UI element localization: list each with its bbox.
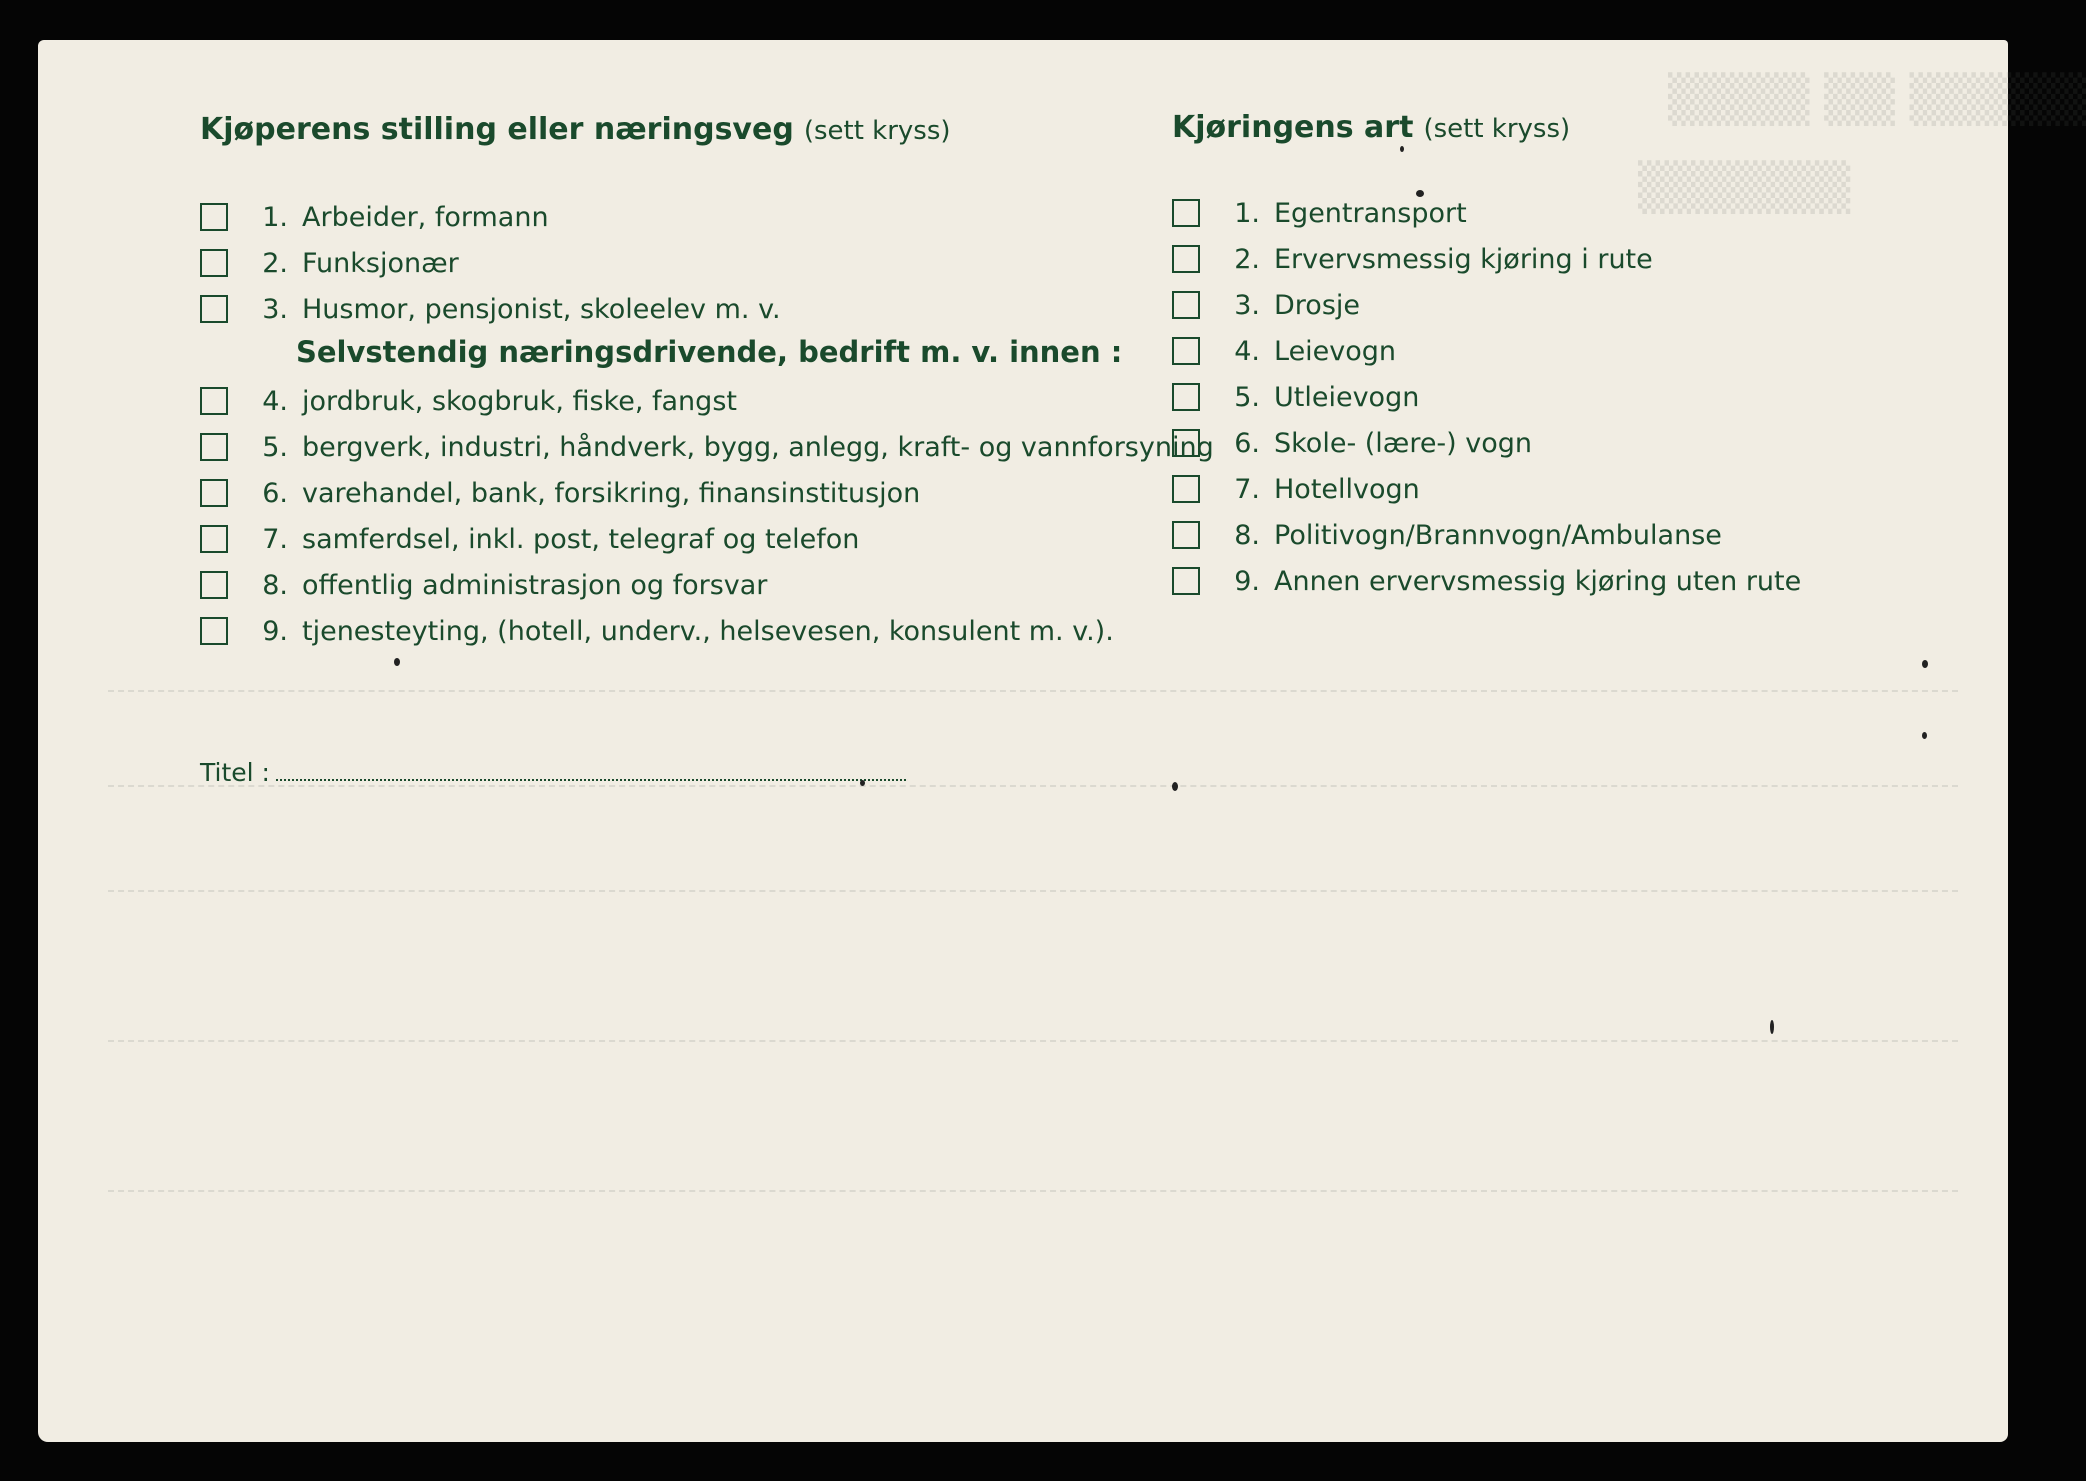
option-label: Drosje: [1274, 289, 1360, 321]
occupation-option-8: [200, 562, 767, 608]
option-label: Egentransport: [1274, 197, 1467, 229]
bleed-text: ▒▒▒▒ ▒▒ ▒▒▒▒▒: [1668, 72, 2086, 126]
option-number: 4.: [262, 385, 288, 417]
checkbox[interactable]: [200, 433, 228, 461]
option-label: tjenesteyting, (hotell, underv., helsevesen, konsulent m. v.).: [302, 615, 1114, 647]
occupation-option-7: [200, 516, 859, 562]
checkbox[interactable]: [1172, 383, 1200, 411]
title-label: Titel :: [200, 758, 270, 787]
checkbox[interactable]: [1172, 475, 1200, 503]
option-number: 2.: [1234, 243, 1260, 275]
checkbox[interactable]: [200, 387, 228, 415]
option-number: 1.: [1234, 197, 1260, 229]
option-number: 2.: [262, 247, 288, 279]
driving-option-6: [1172, 420, 1532, 466]
option-number: 5.: [262, 431, 288, 463]
option-label: bergverk, industri, håndverk, bygg, anlegg, kraft- og vannforsyning: [302, 431, 1214, 463]
heading-text: Kjøperens stilling eller næringsveg: [200, 112, 794, 147]
option-number: 6.: [262, 477, 288, 509]
driving-option-3: [1172, 282, 1360, 328]
bleed-line: [108, 1040, 1958, 1042]
bleed-line: [108, 1190, 1958, 1192]
option-label: varehandel, bank, forsikring, finansinstitusjon: [302, 477, 921, 509]
driving-option-2: [1172, 236, 1653, 282]
speck: [1172, 782, 1178, 791]
speck: [1922, 660, 1928, 668]
checkbox[interactable]: [1172, 199, 1200, 227]
option-number: 3.: [262, 293, 288, 325]
option-label: Ervervsmessig kjøring i rute: [1274, 243, 1653, 275]
option-number: 9.: [1234, 565, 1260, 597]
option-label: Annen ervervsmessig kjøring uten rute: [1274, 565, 1802, 597]
occupation-option-4: [200, 378, 737, 424]
option-number: 8.: [1234, 519, 1260, 551]
occupation-option-3: [200, 286, 781, 332]
self-employed-subheading: Selvstendig næringsdrivende, bedrift m. v. innen :: [296, 335, 1123, 369]
driving-option-4: [1172, 328, 1396, 374]
option-number: 6.: [1234, 427, 1260, 459]
heading-note: (sett kryss): [1423, 114, 1571, 144]
driving-option-1: [1172, 190, 1467, 236]
checkbox[interactable]: [1172, 337, 1200, 365]
speck: [1416, 190, 1424, 197]
form-card: [38, 40, 2086, 1442]
occupation-option-9: [200, 608, 1114, 654]
option-label: offentlig administrasjon og forsvar: [302, 569, 768, 601]
option-label: Utleievogn: [1274, 381, 1420, 413]
option-number: 4.: [1234, 335, 1260, 367]
occupation-option-5: [200, 424, 1214, 470]
checkbox[interactable]: [1172, 245, 1200, 273]
speck: [860, 780, 865, 786]
heading-text: Kjøringens art: [1172, 110, 1414, 145]
checkbox[interactable]: [200, 203, 228, 231]
option-label: Funksjonær: [302, 247, 459, 279]
checkbox[interactable]: [200, 295, 228, 323]
option-label: Husmor, pensjonist, skoleelev m. v.: [302, 293, 781, 325]
option-number: 3.: [1234, 289, 1260, 321]
speck: [394, 658, 400, 666]
option-number: 9.: [262, 615, 288, 647]
checkbox[interactable]: [200, 249, 228, 277]
option-label: samferdsel, inkl. post, telegraf og telefon: [302, 523, 860, 555]
option-number: 7.: [1234, 473, 1260, 505]
occupation-option-2: [200, 240, 459, 286]
option-number: 7.: [262, 523, 288, 555]
driving-option-7: [1172, 466, 1420, 512]
option-label: Leievogn: [1274, 335, 1397, 367]
option-number: 1.: [262, 201, 288, 233]
driving-option-9: [1172, 558, 1801, 604]
buyer-occupation-heading: [200, 112, 951, 147]
occupation-option-6: [200, 470, 920, 516]
bleed-line: [108, 890, 1958, 892]
speck: [1922, 732, 1927, 739]
option-number: 5.: [1234, 381, 1260, 413]
option-number: 8.: [262, 569, 288, 601]
title-field: [200, 758, 906, 787]
driving-option-8: [1172, 512, 1722, 558]
checkbox[interactable]: [200, 525, 228, 553]
option-label: Arbeider, formann: [302, 201, 549, 233]
option-label: jordbruk, skogbruk, fiske, fangst: [302, 385, 737, 417]
checkbox[interactable]: [200, 571, 228, 599]
driving-option-5: [1172, 374, 1419, 420]
checkbox[interactable]: [1172, 291, 1200, 319]
occupation-option-1: [200, 194, 549, 240]
option-label: Hotellvogn: [1274, 473, 1420, 505]
driving-type-heading: [1172, 110, 1570, 145]
checkbox[interactable]: [1172, 429, 1200, 457]
checkbox[interactable]: [1172, 567, 1200, 595]
title-input-line[interactable]: [276, 778, 906, 781]
option-label: Politivogn/Brannvogn/Ambulanse: [1274, 519, 1722, 551]
checkbox[interactable]: [200, 617, 228, 645]
speck: [1770, 1020, 1774, 1034]
checkbox[interactable]: [1172, 521, 1200, 549]
option-label: Skole- (lære-) vogn: [1274, 427, 1533, 459]
bleed-text: ▒▒▒▒▒▒: [1638, 160, 1851, 214]
driving-type-section: [1172, 40, 1972, 740]
heading-note: (sett kryss): [803, 116, 951, 146]
speck: [1400, 146, 1404, 152]
buyer-occupation-section: [200, 40, 1214, 840]
checkbox[interactable]: [200, 479, 228, 507]
